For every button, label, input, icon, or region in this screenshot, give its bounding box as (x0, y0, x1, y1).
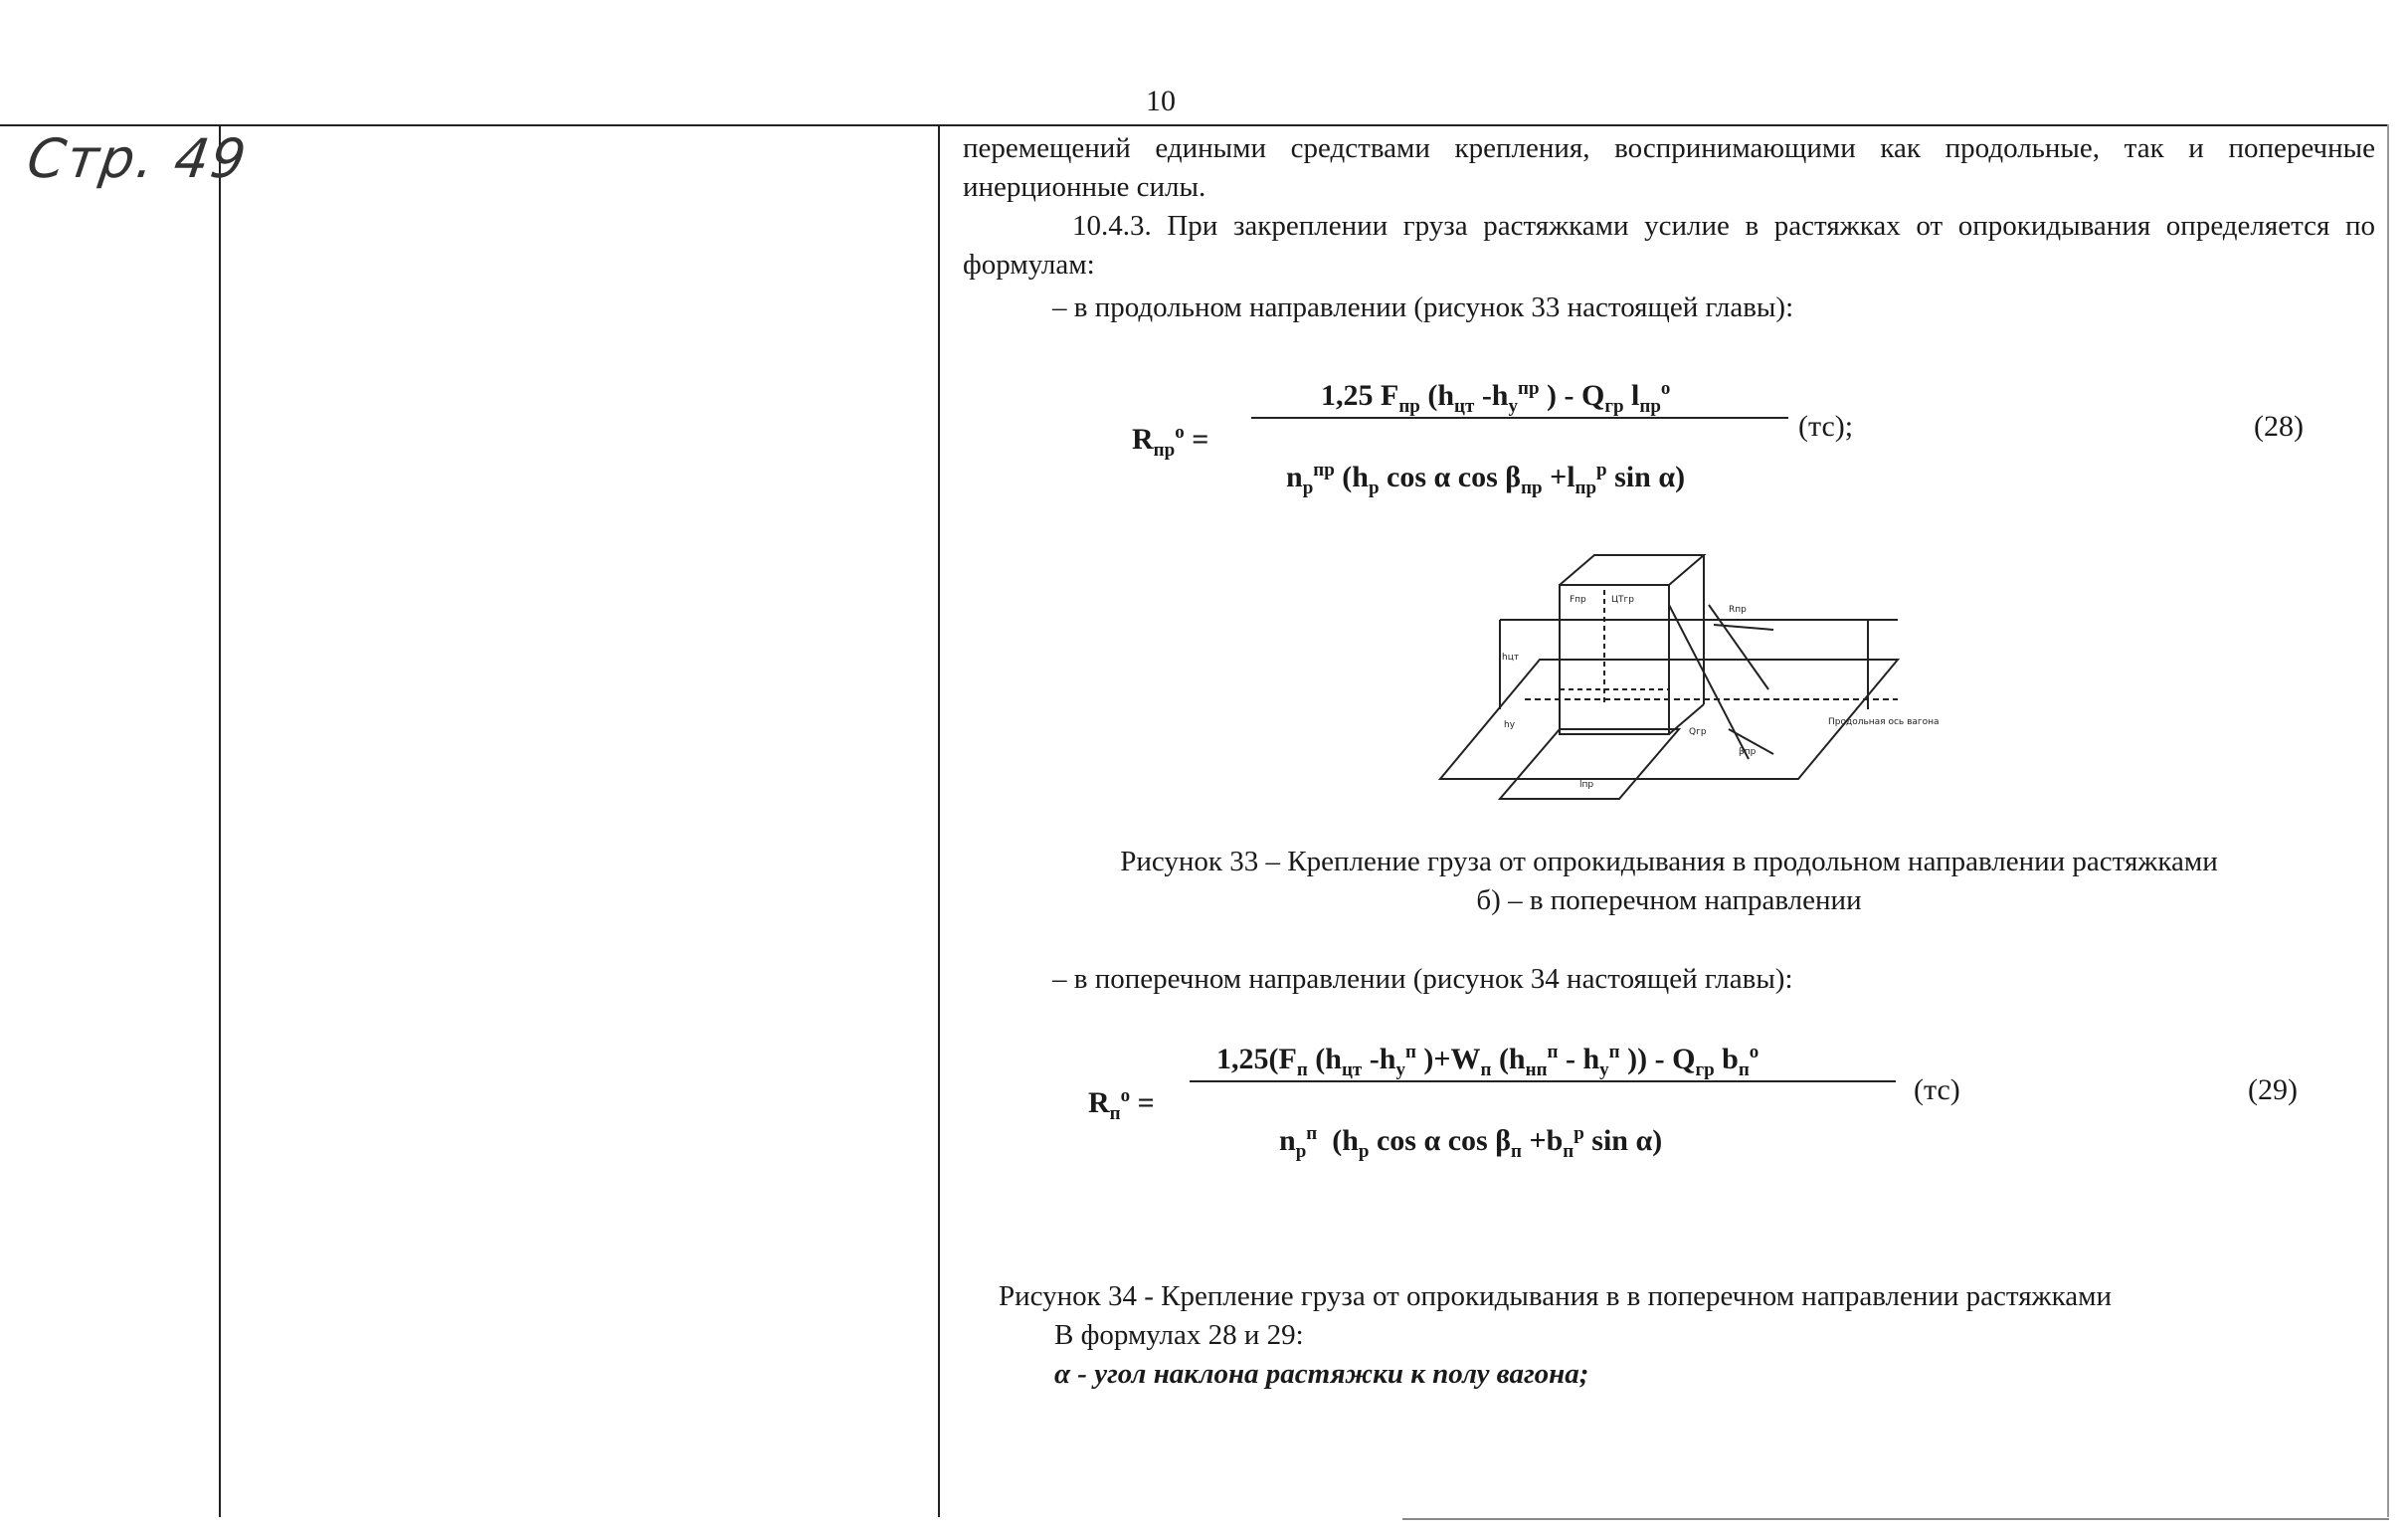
formula-29-number: (29) (2248, 1073, 2298, 1106)
formula-28-unit: (тс); (1798, 410, 1854, 443)
formula-29-numerator: $1,25(F_п$ ($h_{цт}$ $-h_у^п$ )$+W_п$ ($h_{нп}^п - h_у^п$ )) - $Q_{гр}$ $b_п^о$ (1216, 1042, 1760, 1080)
figure-33-label-height-support: hу (1504, 720, 1516, 730)
formula-28-lhs: $R_{пр}^о$ = (1132, 422, 1209, 461)
figure-33-subcaption: б) – в поперечном направлении (1476, 884, 1862, 916)
handwritten-page-note: Стр. 49 (23, 127, 252, 190)
paragraph-1: перемещений едиными средствами крепления, воспринимающими как продольные, так и поперечные инерционные силы. (963, 132, 2375, 203)
figure-33-label-cg: ЦТгр (1611, 595, 1634, 605)
paragraph-alpha-definition: α - угол наклона растяжки к полу вагона; (1054, 1358, 1589, 1390)
formula-28-fraction-bar (1251, 417, 1788, 419)
formula-29-denominator: $n_р^п$ ($h_р$ cos α $\cos \beta_п +b_п^р$ sin α) (1279, 1123, 1663, 1162)
figure-33 (963, 530, 2375, 819)
formula-28 (963, 355, 2375, 504)
table-left-divider (219, 124, 221, 1517)
formula-28-numerator: 1,25 $F_{пр}$ ($h_{цт}$ $-h_у^{пр}$ ) - $Q_{гр}$ $l_{пр}^о$ (1321, 378, 1671, 417)
table-right-border (2387, 124, 2389, 1517)
table-bottom-border (1402, 1518, 2389, 1520)
formula-28-denominator: $n_р^{пр}$ ($h_р$ cos α $\cos \beta_{пр} +l_{пр}^р$ sin α) (1286, 460, 1686, 498)
table-middle-divider (938, 124, 940, 1517)
paragraph-10-4-3: 10.4.3. При закреплении груза растяжками усилие в растяжках от опрокидывания определяется по формулам: (963, 210, 2375, 281)
figure-33-label-angle: βпр (1739, 747, 1757, 757)
figure-34-caption: Рисунок 34 - Крепление груза от опрокидывания в в поперечном направлении растяжками (999, 1280, 2112, 1312)
figure-33-label-force: Fпр (1570, 595, 1586, 605)
paragraph-longitudinal: – в продольном направлении (рисунок 33 настоящей главы): (1052, 291, 1794, 323)
figure-33-label-length: lпр (1579, 780, 1594, 790)
paragraph-formulas-note: В формулах 28 и 29: (1054, 1319, 1304, 1351)
table-top-border (0, 124, 2389, 126)
document-body (963, 129, 2375, 1394)
figure-33-label-axis: Продольная ось вагона (1828, 717, 1940, 727)
figure-33-label-weight: Qгр (1689, 727, 1707, 737)
formula-29 (963, 1019, 2375, 1168)
formula-28-number: (28) (2254, 410, 2304, 443)
figure-33-label-reaction: Rпр (1729, 605, 1747, 615)
formula-29-fraction-bar (1190, 1080, 1896, 1082)
figure-33-caption: Рисунок 33 – Крепление груза от опрокидывания в продольном направлении растяжками (1120, 846, 2218, 877)
paragraph-transverse: – в поперечном направлении (рисунок 34 настоящей главы): (1052, 963, 1793, 995)
figure-33-label-height-cg: hцт (1502, 653, 1520, 663)
formula-29-unit: (тс) (1914, 1073, 1960, 1106)
formula-29-lhs: $R_п^о$ = (1088, 1085, 1155, 1124)
figure-33-drawing (1430, 530, 1940, 809)
page-number: 10 (1146, 85, 1176, 117)
